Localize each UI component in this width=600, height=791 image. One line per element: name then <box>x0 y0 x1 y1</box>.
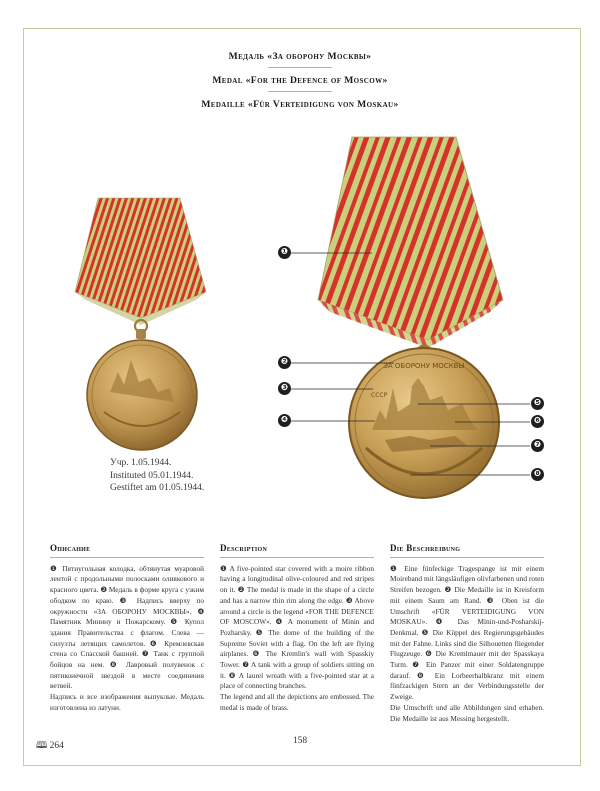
book-icon: 🕮 <box>36 741 48 751</box>
small-eyelet <box>136 329 146 339</box>
callout-marker: ❹ <box>278 414 291 427</box>
column-russian <box>50 543 204 714</box>
callout-marker: ❺ <box>531 397 544 410</box>
heading-russian: Описание <box>50 543 204 558</box>
column-german <box>390 543 544 724</box>
medal-legend-left: СССР <box>371 392 388 399</box>
reference-page-number: 264 <box>49 741 64 751</box>
heading-german: Die Beschreibung <box>390 543 544 558</box>
page-number: 158 <box>292 736 308 746</box>
callout-marker: ❻ <box>531 415 544 428</box>
heading-english: Description <box>220 543 374 558</box>
callout-marker: ❸ <box>278 382 291 395</box>
callout-marker: ❶ <box>278 246 291 259</box>
body2-russian: Надпись и все изображения выпуклые. Медаль изготовлена из латуни. <box>50 692 204 712</box>
caption-russian: Учр. 1.05.1944. <box>110 458 172 468</box>
caption-german: Gestiftet am 01.05.1944. <box>110 483 205 493</box>
body-english: ❶ A five-pointed star covered with a moire ribbon having a longitudinal olive-coloured and red stripes on it. ❷ The medal is made in the shape of a circle and has a narrow thin rim along the edge. ❸ Above around a circle is the legend «FOR THE DEFENCE OF MOSCOW». ❹ A monument of Minin and Pozharsky. ❺ The dome of the building of the Supreme Soviet with a flag. On the left are flying airplanes. ❻ The Kremlin's wall with Spasskiy Tower. ❼ A tank with a group of soldiers sitting on it. ❽ A laurel wreath with a five-pointed star at a place of connecting branches. <box>220 563 374 691</box>
small-medal <box>75 198 206 450</box>
title-german: Medaille «Für Verteidigung von Moskau» <box>201 99 399 110</box>
institution-caption <box>110 457 220 495</box>
title-english: Medal «For the Defence of Moscow» <box>212 75 388 86</box>
body2-english: The legend and all the depictions are embossed. The medal is made of brass. <box>220 692 374 712</box>
callout-marker: ❽ <box>531 468 544 481</box>
callout-marker: ❼ <box>531 439 544 452</box>
title-russian: Медаль «За оборону Москвы» <box>228 51 372 62</box>
callout-marker: ❷ <box>278 356 291 369</box>
body-russian: ❶ Пятиугольная колодка, обтянутая муаровой лентой с продольными полосками оливкового и красного цвета. ❷ Медаль в форме круга с узким ободком по краю. ❸ Надпись вверху по окружности «ЗА ОБОРОНУ МОСКВЫ». ❹ Памятник Минину и Пожарскому. ❺ Купол здания Правительства с флагом. Слева — силуэты летящих самолетов. ❻ Кремлевская стена со Спасской башней. ❼ Танк с группой бойцов на нем. ❽ Лавровый полувенок с пятиконечной звездой в месте соединения ветвей. <box>50 563 204 691</box>
large-ribbon-front <box>318 137 503 340</box>
body2-german: Die Umschrift und alle Abbildungen sind erhaben. Die Medaille ist aus Messing hergestellt. <box>390 702 544 723</box>
medal-legend-top: ЗА ОБОРОНУ МОСКВЫ <box>383 362 465 370</box>
caption-english: Instituted 05.01.1944. <box>110 470 194 481</box>
large-medal <box>318 137 503 498</box>
column-english <box>220 543 374 714</box>
body-german: ❶ Eine fünfeckige Tragespange ist mit einem Moireband mit längsläufigen olivfarbenen und roten Streifen bezogen. ❷ Die Medaille ist in Kreisform mit einem Saum am Rand. ❸ Oben ist die Umschrift «FÜR VERTEIDIGUNG VON MOSKAU». ❹ Das Minin-und-Posharskij-Denkmal. ❺ Die Küppel des Regierungsgebäudes mit der Fahne. Links sind die Silhouetten fliegender Flugzeuge. ❻ Die Kremlmauer mit der Spasskaya Turm. ❼ Ein Panzer mit einer Soldatengruppe darauf. ❽ Ein Lorbeerhalbkranz mit einem fünfzackigen Stern an der Verbindungsstelle der Zweige. <box>390 563 544 702</box>
